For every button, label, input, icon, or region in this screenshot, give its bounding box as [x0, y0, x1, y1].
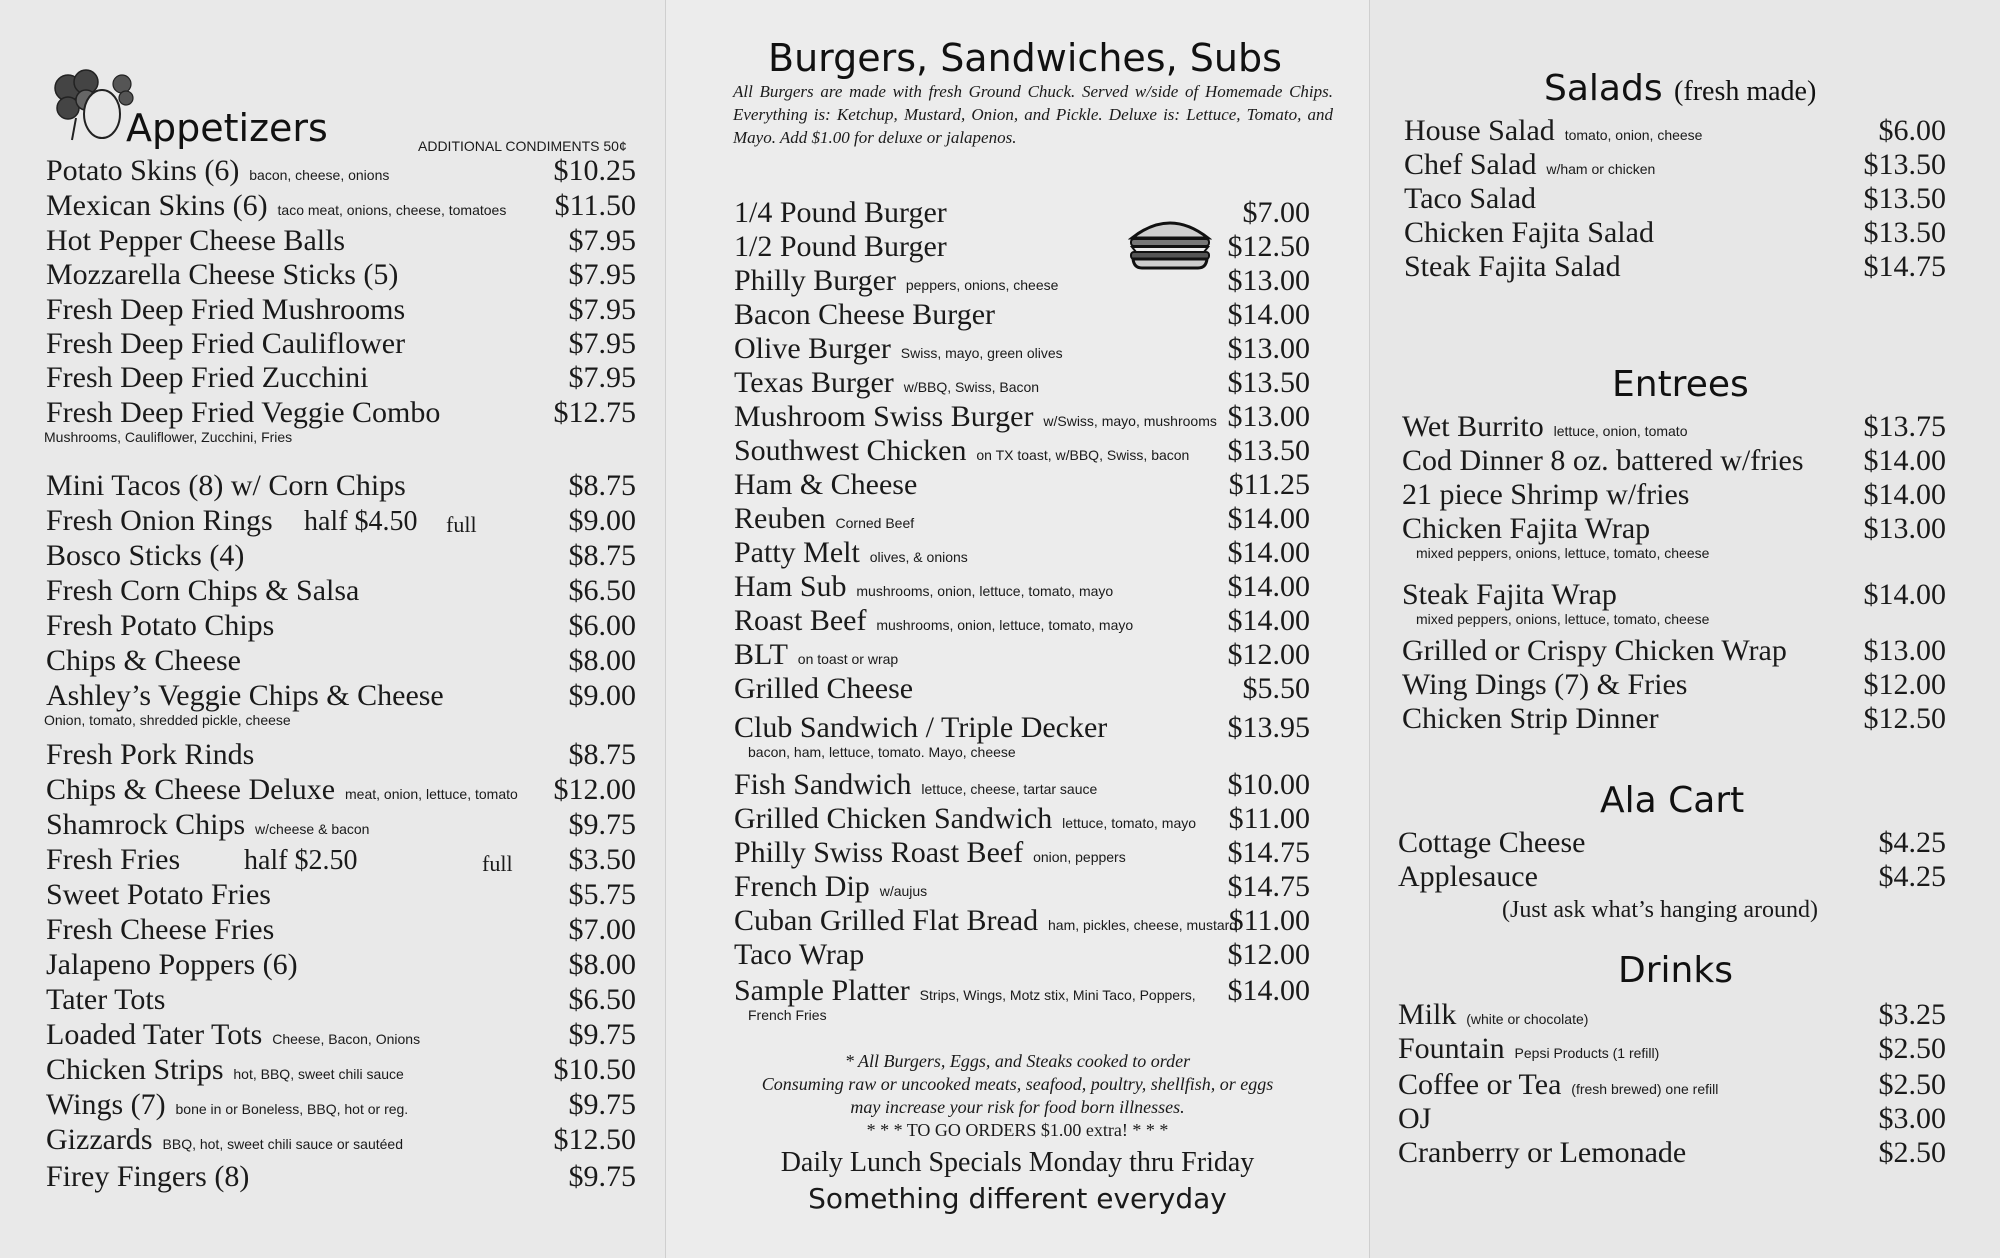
- drink-item-name: Fountain: [1398, 1032, 1505, 1065]
- appetizer-item-price: $7.95: [568, 224, 636, 257]
- entree-item: [1402, 444, 1804, 478]
- drink-item-name: Milk: [1398, 998, 1457, 1031]
- burger-item-name: Sample Platter: [734, 974, 910, 1007]
- salads-title-note: (fresh made): [1674, 76, 1817, 107]
- burger-item-desc: mushrooms, onion, lettuce, tomato, mayo: [852, 583, 1114, 599]
- burger-item-desc: on TX toast, w/BBQ, Swiss, bacon: [972, 447, 1190, 463]
- salads-title: [1544, 68, 1816, 109]
- condiments-note: ADDITIONAL CONDIMENTS 50¢: [418, 138, 627, 154]
- burger-item-name: Roast Beef: [734, 604, 867, 637]
- burger-item-name: Reuben: [734, 502, 826, 535]
- drink-item: [1398, 1136, 1686, 1170]
- burger-item-desc: Swiss, mayo, green olives: [896, 345, 1063, 361]
- appetizer-item: [46, 773, 518, 811]
- burger-item-price: $13.95: [1227, 711, 1310, 744]
- drink-item-price: $2.50: [1878, 1032, 1946, 1065]
- appetizer-item-name: Shamrock Chips: [46, 808, 246, 841]
- entree-item-name: Grilled or Crispy Chicken Wrap: [1402, 634, 1787, 667]
- drink-item-price: $3.00: [1878, 1102, 1946, 1135]
- appetizer-item-price: $9.75: [568, 1018, 636, 1051]
- appetizer-item-price: $9.75: [568, 808, 636, 841]
- appetizer-item-name: Fresh Pork Rinds: [46, 738, 255, 771]
- appetizer-item-desc: bacon, cheese, onions: [245, 167, 390, 183]
- appetizer-item-full-label: full: [482, 851, 513, 876]
- salad-item: [1404, 182, 1536, 216]
- salad-item-name: Chicken Fajita Salad: [1404, 216, 1654, 249]
- burger-item-price: $14.00: [1227, 502, 1310, 535]
- appetizer-item: [46, 361, 368, 395]
- entree-item-price: $12.50: [1863, 702, 1946, 735]
- appetizer-item: [46, 948, 298, 982]
- entree-item: [1402, 478, 1689, 512]
- entree-item-name: Chicken Strip Dinner: [1402, 702, 1659, 735]
- appetizer-item-name: Tater Tots: [46, 983, 166, 1016]
- appetizer-item-desc: hot, BBQ, sweet chili sauce: [229, 1066, 404, 1082]
- salad-item-price: $6.00: [1878, 114, 1946, 147]
- appetizer-item-desc: w/cheese & bacon: [251, 821, 370, 837]
- appetizer-item-price: $8.75: [568, 738, 636, 771]
- burger-item: [734, 711, 1107, 745]
- drink-item-desc: (fresh brewed) one refill: [1567, 1081, 1719, 1097]
- appetizer-item-desc: Cheese, Bacon, Onions: [268, 1031, 421, 1047]
- salads-title-text: Salads: [1544, 68, 1663, 109]
- appetizer-item-name: Hot Pepper Cheese Balls: [46, 224, 346, 257]
- appetizer-item: [46, 738, 254, 772]
- salad-item-price: $13.50: [1863, 182, 1946, 215]
- appetizer-item-name: Mozzarella Cheese Sticks (5): [46, 258, 399, 291]
- burger-item-desc: lettuce, cheese, tartar sauce: [917, 781, 1098, 797]
- burger-item: [734, 366, 1039, 404]
- burger-item-price: $12.50: [1227, 230, 1310, 263]
- appetizer-item-name: Firey Fingers (8): [46, 1160, 250, 1193]
- salad-item-name: Steak Fajita Salad: [1404, 250, 1621, 283]
- appetizer-item: [46, 679, 444, 713]
- burger-item-name: Ham Sub: [734, 570, 847, 603]
- appetizer-item-price: $9.00: [568, 504, 636, 537]
- salad-item: [1404, 250, 1621, 284]
- appetizer-item: [46, 1088, 408, 1126]
- burger-item-price: $13.00: [1227, 400, 1310, 433]
- burger-item-desc: Corned Beef: [831, 515, 915, 531]
- burger-item-price: $13.00: [1227, 264, 1310, 297]
- burger-item-name: Fish Sandwich: [734, 768, 912, 801]
- ala-cart-item-price: $4.25: [1878, 826, 1946, 859]
- appetizer-item-name: Mexican Skins (6): [46, 189, 268, 222]
- burger-item: [734, 468, 917, 502]
- appetizer-item-name: Fresh Cheese Fries: [46, 913, 275, 946]
- burger-item-name: Club Sandwich / Triple Decker: [734, 711, 1108, 744]
- burger-item-name: Grilled Chicken Sandwich: [734, 802, 1053, 835]
- salad-item-price: $13.50: [1863, 148, 1946, 181]
- salad-item: [1404, 148, 1655, 186]
- appetizer-item: [46, 258, 398, 292]
- entree-item-name: Wing Dings (7) & Fries: [1402, 668, 1688, 701]
- entree-item-price: $13.00: [1863, 634, 1946, 667]
- burger-item: [734, 400, 1217, 438]
- burger-item-price: $11.00: [1228, 904, 1310, 937]
- appetizer-item-price: $6.00: [568, 609, 636, 642]
- burger-item-price: $12.00: [1227, 938, 1310, 971]
- appetizer-item: [46, 224, 345, 258]
- appetizer-item-name: Ashley’s Veggie Chips & Cheese: [46, 679, 444, 712]
- burger-item-desc: olives, & onions: [865, 549, 968, 565]
- burger-item-name: Bacon Cheese Burger: [734, 298, 996, 331]
- entree-item-name: Wet Burrito: [1402, 410, 1544, 443]
- burger-item: [734, 332, 1063, 370]
- salad-item-desc: w/ham or chicken: [1542, 161, 1656, 177]
- appetizer-item-price: $10.25: [553, 154, 636, 187]
- entree-item-name: Chicken Fajita Wrap: [1402, 512, 1651, 545]
- burger-item-name: Grilled Cheese: [734, 672, 914, 705]
- entree-item-name: Cod Dinner 8 oz. battered w/fries: [1402, 444, 1804, 477]
- burger-item-price: $14.00: [1227, 604, 1310, 637]
- appetizer-item-price: $8.75: [568, 539, 636, 572]
- entree-item-price: $14.00: [1863, 478, 1946, 511]
- appetizer-item-name: Fresh Deep Fried Cauliflower: [46, 327, 406, 360]
- appetizer-item: [46, 396, 440, 430]
- burger-item-price: $13.50: [1227, 434, 1310, 467]
- entree-item-price: $13.00: [1863, 512, 1946, 545]
- burger-item: [734, 870, 927, 908]
- appetizer-item: [46, 808, 369, 846]
- entree-item: [1402, 512, 1650, 546]
- burger-item-price: $14.75: [1227, 870, 1310, 903]
- drink-item: [1398, 998, 1588, 1036]
- burger-item-desc: on toast or wrap: [793, 651, 899, 667]
- appetizer-item-price: $9.75: [568, 1088, 636, 1121]
- burger-item: [734, 836, 1126, 874]
- entree-item-name: 21 piece Shrimp w/fries: [1402, 478, 1690, 511]
- appetizer-item-name: Fresh Potato Chips: [46, 609, 275, 642]
- drink-item-name: OJ: [1398, 1102, 1432, 1135]
- entree-item-desc: lettuce, onion, tomato: [1549, 423, 1688, 439]
- burger-item-price: $14.00: [1227, 298, 1310, 331]
- entree-item: [1402, 578, 1617, 612]
- appetizer-item-desc: meat, onion, lettuce, tomato: [341, 786, 518, 802]
- burger-item-price: $10.00: [1227, 768, 1310, 801]
- appetizer-item-name: Fresh Deep Fried Mushrooms: [46, 293, 406, 326]
- appetizer-item-name: Chicken Strips: [46, 1053, 224, 1086]
- appetizer-item-price: $7.95: [568, 258, 636, 291]
- appetizer-item: [46, 504, 273, 538]
- burger-item-price: $7.00: [1242, 196, 1310, 229]
- appetizer-item-price: $3.50: [568, 843, 636, 876]
- burger-item-desc: mushrooms, onion, lettuce, tomato, mayo: [872, 617, 1134, 633]
- burger-item-subtext: French Fries: [748, 1007, 827, 1023]
- entree-item-price: $12.00: [1863, 668, 1946, 701]
- burger-item: [734, 434, 1189, 472]
- appetizer-item: [46, 1053, 404, 1091]
- entree-item: [1402, 410, 1688, 448]
- burger-item-name: French Dip: [734, 870, 870, 903]
- ala-cart-item-price: $4.25: [1878, 860, 1946, 893]
- burger-item-desc: ham, pickles, cheese, mustard: [1044, 917, 1238, 933]
- burger-item: [734, 638, 898, 676]
- burger-item-price: $14.00: [1227, 536, 1310, 569]
- burger-item-subtext: bacon, ham, lettuce, tomato. Mayo, cheese: [748, 744, 1016, 760]
- burger-item: [734, 298, 995, 332]
- appetizer-item-name: Sweet Potato Fries: [46, 878, 271, 911]
- burger-item-name: Mushroom Swiss Burger: [734, 400, 1034, 433]
- appetizer-item-name: Bosco Sticks (4): [46, 539, 245, 572]
- appetizer-item: [46, 843, 180, 877]
- ala-cart-item-name: Applesauce: [1398, 860, 1538, 893]
- burger-item: [734, 264, 1058, 302]
- appetizer-item-price: $5.75: [568, 878, 636, 911]
- appetizer-item: [46, 293, 405, 327]
- appetizer-item: [46, 1018, 420, 1056]
- entree-item: [1402, 634, 1787, 668]
- ala-cart-item: [1398, 860, 1538, 894]
- drink-item-desc: (white or chocolate): [1462, 1011, 1589, 1027]
- appetizer-item-price: $9.00: [568, 679, 636, 712]
- burger-item-price: $13.00: [1227, 332, 1310, 365]
- burger-item-desc: w/aujus: [875, 883, 928, 899]
- drink-item: [1398, 1032, 1659, 1070]
- appetizer-item-desc: BBQ, hot, sweet chili sauce or sautéed: [158, 1136, 403, 1152]
- burger-item-price: $14.00: [1227, 570, 1310, 603]
- ala-cart-title: Ala Cart: [1600, 780, 1745, 821]
- burger-item-desc: peppers, onions, cheese: [901, 277, 1059, 293]
- burger-item: [734, 802, 1196, 840]
- appetizer-item-name: Fresh Deep Fried Zucchini: [46, 361, 369, 394]
- drink-item-name: Coffee or Tea: [1398, 1068, 1562, 1101]
- burger-item-desc: lettuce, tomato, mayo: [1058, 815, 1197, 831]
- burger-item-desc: onion, peppers: [1029, 849, 1126, 865]
- drink-item-desc: Pepsi Products (1 refill): [1510, 1045, 1660, 1061]
- appetizer-item-price: $7.00: [568, 913, 636, 946]
- burger-item: [734, 904, 1237, 942]
- drink-item-price: $2.50: [1878, 1068, 1946, 1101]
- burger-item-name: BLT: [734, 638, 788, 671]
- burgers-title: Burgers, Sandwiches, Subs: [768, 36, 1282, 80]
- entree-item: [1402, 668, 1687, 702]
- drink-item-price: $2.50: [1878, 1136, 1946, 1169]
- footer-line-3: may increase your risk for food born illnesses.: [850, 1097, 1185, 1117]
- burger-item-price: $14.00: [1227, 974, 1310, 1007]
- burger-item-name: Philly Swiss Roast Beef: [734, 836, 1024, 869]
- appetizer-item-price: $7.95: [568, 293, 636, 326]
- salad-item-desc: tomato, onion, cheese: [1560, 127, 1703, 143]
- burger-item-name: 1/4 Pound Burger: [734, 196, 947, 229]
- appetizer-item: [46, 609, 274, 643]
- appetizer-item-name: Jalapeno Poppers (6): [46, 948, 298, 981]
- entree-item-subtext: mixed peppers, onions, lettuce, tomato, cheese: [1416, 545, 1710, 561]
- appetizer-item-name: Mini Tacos (8) w/ Corn Chips: [46, 469, 406, 502]
- entree-item: [1402, 702, 1659, 736]
- appetizer-item-price: $10.50: [553, 1053, 636, 1086]
- burger-item-desc: Strips, Wings, Motz stix, Mini Taco, Poppers,: [915, 987, 1196, 1003]
- appetizer-item-subtext: Onion, tomato, shredded pickle, cheese: [44, 712, 291, 728]
- appetizer-item-name: Chips & Cheese Deluxe: [46, 773, 336, 806]
- appetizer-item-price: $8.00: [568, 644, 636, 677]
- appetizer-item-half-price: half $4.50: [304, 506, 418, 537]
- drink-item: [1398, 1102, 1431, 1136]
- burger-item-name: Olive Burger: [734, 332, 891, 365]
- appetizer-item-desc: taco meat, onions, cheese, tomatoes: [273, 202, 507, 218]
- appetizer-item-price: $7.95: [568, 327, 636, 360]
- burger-item: [734, 938, 864, 972]
- burger-item-price: $14.75: [1227, 836, 1310, 869]
- entree-item-price: $14.00: [1863, 444, 1946, 477]
- drinks-title: Drinks: [1618, 950, 1733, 991]
- appetizer-item-full-label: full: [446, 512, 477, 537]
- burger-item-name: Ham & Cheese: [734, 468, 918, 501]
- appetizer-item-subtext: Mushrooms, Cauliflower, Zucchini, Fries: [44, 429, 293, 445]
- burger-item: [734, 196, 947, 230]
- burger-item-name: 1/2 Pound Burger: [734, 230, 947, 263]
- menu-footer: [665, 1050, 1370, 1218]
- appetizer-item-price: $9.75: [568, 1160, 636, 1193]
- burger-item: [734, 502, 914, 540]
- burgers-intro: All Burgers are made with fresh Ground Chuck. Served w/side of Homemade Chips. Everything is: Ketchup, Mustard, Onion, and Pickle. Deluxe is: Lettuce, Tomato, and Mayo. Add $1.00 for deluxe or jalapenos.: [733, 82, 1333, 147]
- drink-item-name: Cranberry or Lemonade: [1398, 1136, 1687, 1169]
- burger-item-desc: w/Swiss, mayo, mushrooms: [1039, 413, 1217, 429]
- appetizer-item: [46, 469, 406, 503]
- drink-item: [1398, 1068, 1718, 1106]
- salad-item: [1404, 114, 1702, 152]
- appetizer-item: [46, 1160, 249, 1194]
- appetizer-item-price: $8.00: [568, 948, 636, 981]
- daily-specials: Daily Lunch Specials Monday thru Friday: [780, 1147, 1255, 1178]
- appetizer-item: [46, 154, 389, 192]
- burger-item-name: Texas Burger: [734, 366, 894, 399]
- entree-item-price: $13.75: [1863, 410, 1946, 443]
- appetizer-item-price: $12.50: [553, 1123, 636, 1156]
- burger-item-price: $11.25: [1228, 468, 1310, 501]
- ala-cart-item-name: Cottage Cheese: [1398, 826, 1586, 859]
- appetizer-item-name: Gizzards: [46, 1123, 153, 1156]
- appetizer-item: [46, 913, 274, 947]
- appetizer-item: [46, 327, 405, 361]
- ala-cart-note: (Just ask what’s hanging around): [1502, 897, 1818, 923]
- burger-item: [734, 604, 1133, 642]
- appetizer-item-price: $7.95: [568, 361, 636, 394]
- burger-item-price: $13.50: [1227, 366, 1310, 399]
- appetizer-item-price: $6.50: [568, 574, 636, 607]
- appetizer-item-name: Fresh Onion Rings: [46, 504, 273, 537]
- appetizer-item: [46, 189, 506, 227]
- drink-item-price: $3.25: [1878, 998, 1946, 1031]
- footer-line-1: * All Burgers, Eggs, and Steaks cooked to order: [844, 1051, 1191, 1071]
- salad-item-name: Taco Salad: [1404, 182, 1537, 215]
- appetizer-item-name: Potato Skins (6): [46, 154, 240, 187]
- burger-item-price: $5.50: [1242, 672, 1310, 705]
- burger-item-name: Philly Burger: [734, 264, 896, 297]
- appetizer-item-name: Wings (7): [46, 1088, 166, 1121]
- entree-item-price: $14.00: [1863, 578, 1946, 611]
- something-different: Something different everyday: [808, 1182, 1227, 1215]
- shamrock-icon: [46, 68, 134, 144]
- burger-item-price: $11.00: [1228, 802, 1310, 835]
- burger-item-price: $12.00: [1227, 638, 1310, 671]
- appetizer-item-half-price: half $2.50: [244, 845, 358, 876]
- burger-item: [734, 230, 947, 264]
- salad-item-price: $13.50: [1863, 216, 1946, 249]
- burger-item: [734, 768, 1097, 806]
- salad-item-name: House Salad: [1404, 114, 1555, 147]
- ala-cart-item: [1398, 826, 1585, 860]
- appetizer-item: [46, 983, 165, 1017]
- appetizer-item-name: Fresh Deep Fried Veggie Combo: [46, 396, 441, 429]
- footer-line-2: Consuming raw or uncooked meats, seafood, poultry, shellfish, or eggs: [761, 1074, 1274, 1094]
- salad-item: [1404, 216, 1654, 250]
- salad-item-price: $14.75: [1863, 250, 1946, 283]
- burger-item-desc: w/BBQ, Swiss, Bacon: [899, 379, 1040, 395]
- appetizer-item-name: Fresh Fries: [46, 843, 181, 876]
- appetizer-item-price: $12.75: [553, 396, 636, 429]
- appetizer-item-price: $6.50: [568, 983, 636, 1016]
- salad-item-name: Chef Salad: [1404, 148, 1537, 181]
- appetizer-item: [46, 644, 241, 678]
- burger-item-name: Southwest Chicken: [734, 434, 967, 467]
- to-go-note: * * * TO GO ORDERS $1.00 extra! * * *: [866, 1120, 1169, 1140]
- appetizer-item-price: $11.50: [554, 189, 636, 222]
- entree-item-name: Steak Fajita Wrap: [1402, 578, 1617, 611]
- appetizer-item-name: Fresh Corn Chips & Salsa: [46, 574, 360, 607]
- burger-item-name: Cuban Grilled Flat Bread: [734, 904, 1039, 937]
- burger-item: [734, 536, 968, 574]
- appetizer-item: [46, 1123, 403, 1161]
- appetizer-item-price: $12.00: [553, 773, 636, 806]
- appetizer-item: [46, 878, 271, 912]
- burger-item: [734, 672, 913, 706]
- appetizers-title: Appetizers: [126, 106, 328, 150]
- appetizer-item-name: Chips & Cheese: [46, 644, 241, 677]
- entree-item-subtext: mixed peppers, onions, lettuce, tomato, cheese: [1416, 611, 1710, 627]
- burger-item-name: Patty Melt: [734, 536, 860, 569]
- appetizer-item-name: Loaded Tater Tots: [46, 1018, 263, 1051]
- appetizer-item: [46, 539, 244, 573]
- appetizer-item-price: $8.75: [568, 469, 636, 502]
- entrees-title: Entrees: [1612, 364, 1749, 405]
- burger-item: [734, 570, 1113, 608]
- burger-item-name: Taco Wrap: [734, 938, 865, 971]
- appetizer-item: [46, 574, 359, 608]
- appetizer-item-desc: bone in or Boneless, BBQ, hot or reg.: [171, 1101, 409, 1117]
